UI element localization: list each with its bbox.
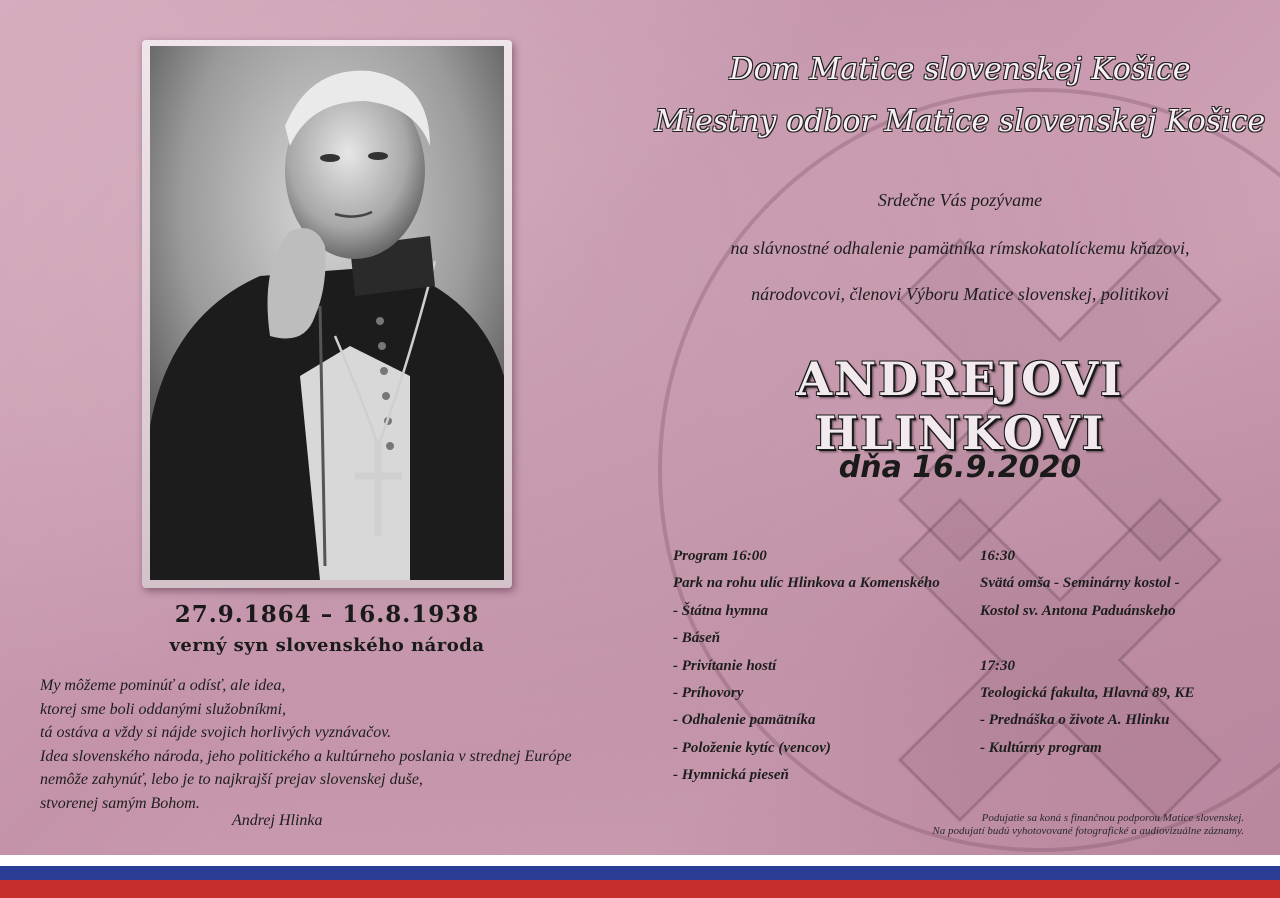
footnote — [932, 812, 1244, 838]
quote-line: ktorej sme boli oddanými služobníkmi, — [40, 700, 287, 718]
program-item: 16:30 — [980, 548, 1015, 564]
program-item: 17:30 — [980, 657, 1015, 674]
honoree-name: ANDREJOVI HLINKOVI — [796, 352, 1124, 460]
program-item: Program 16:00 — [673, 548, 767, 564]
program-item: Svätá omša - Seminárny kostol - — [980, 575, 1180, 592]
quote-line: My môžeme pominúť a odísť, ale idea, — [40, 677, 286, 694]
organizer-line-1: Dom Matice slovenskej Košice — [729, 52, 1191, 87]
program-item: Park na rohu ulíc Hlinkova a Komenského — [673, 575, 940, 592]
footnote-line-1: Podujatie sa koná s finančnou podporou Matice slovenskej. — [981, 812, 1244, 824]
program-item: Kostol sv. Antona Paduánskeho — [980, 602, 1176, 619]
invitation-line-1: Srdečne Vás pozývame — [877, 190, 1043, 210]
invitation-line-2: na slávnostné odhalenie pamätníka rímskokatolíckemu kňazovi, — [730, 238, 1190, 258]
footnote-line-2: Na podujatí budú vyhotovované fotografické a audiovizuálne záznamy. — [932, 825, 1244, 837]
portrait-subtitle: verný syn slovenského národa — [169, 635, 485, 656]
flag-stripe-white — [0, 855, 1280, 866]
program-item: - Privítanie hostí — [673, 657, 777, 674]
program-item: - Príhovory — [673, 684, 744, 701]
program-item — [980, 625, 1194, 652]
program-item: Teologická fakulta, Hlavná 89, KE — [980, 684, 1195, 701]
program-list-left — [673, 543, 940, 790]
event-date: dňa 16.9.2020 — [838, 450, 1082, 485]
quote-line: stvorenej samým Bohom. — [40, 794, 200, 812]
program-list-right — [980, 543, 1194, 762]
program-item: - Báseň — [673, 630, 721, 647]
quote-text — [40, 674, 640, 815]
program-item: - Kultúrny program — [980, 739, 1102, 756]
portrait-photo — [150, 46, 504, 580]
program-item: - Prednáška o živote A. Hlinku — [980, 712, 1170, 729]
program-item: - Odhalenie pamätníka — [673, 712, 816, 729]
invitation-line-3: národovcovi, členovi Výboru Matice slovenskej, politikovi — [751, 284, 1169, 304]
program-item: - Položenie kytíc (vencov) — [673, 739, 831, 756]
quote-line: Idea slovenského národa, jeho politického a kultúrneho poslania v strednej Európe — [40, 747, 572, 765]
quote-line: nemôže zahynúť, lebo je to najkrajší prejav slovenskej duše, — [40, 771, 423, 788]
quote-line: tá ostáva a vždy si nájde svojich horlivých vyznávačov. — [40, 724, 392, 741]
organizer-line-2: Miestny odbor Matice slovenskej Košice — [654, 104, 1266, 139]
flag-stripe-blue — [0, 866, 1280, 880]
quote-author: Andrej Hlinka — [232, 812, 323, 829]
life-dates: 27.9.1864 – 16.8.1938 — [174, 601, 480, 628]
program-item: - Hymnická pieseň — [673, 767, 789, 784]
program-item: - Štátna hymna — [673, 602, 769, 619]
flag-stripe-red — [0, 880, 1280, 898]
